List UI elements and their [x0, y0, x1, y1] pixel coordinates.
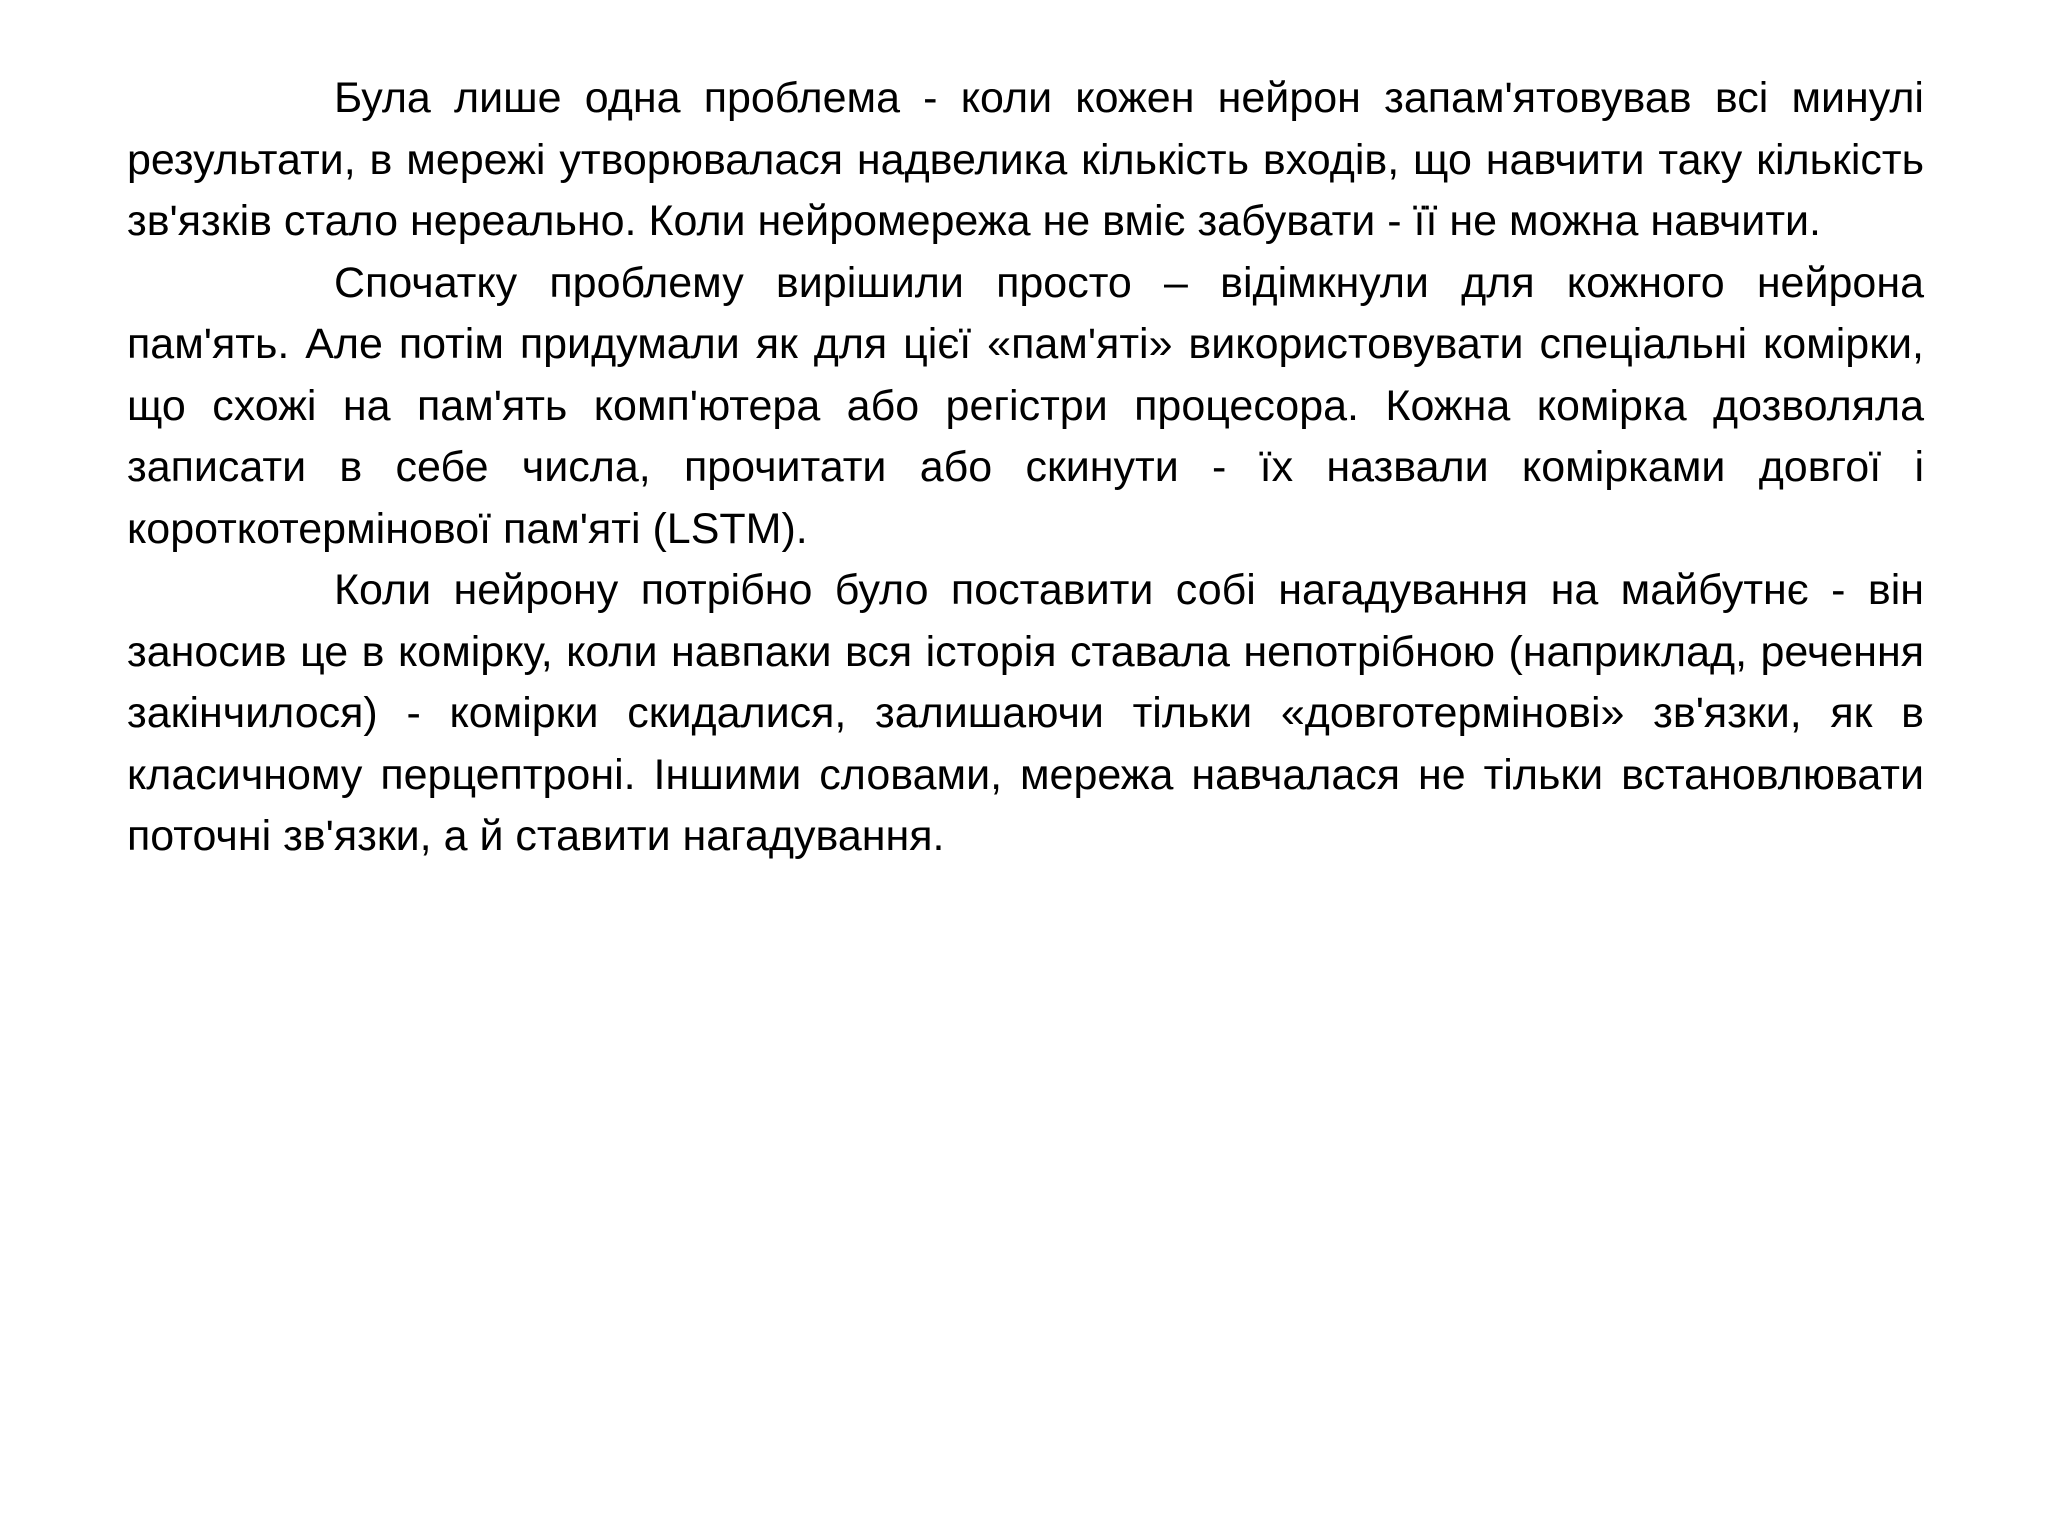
paragraph-reminders: Коли нейрону потрібно було поставити собі нагадування на майбутнє - він заносив це в комірку, коли навпаки вся історія ставала непотрібною (наприклад, речення закінчилося) - комірки скидалися, залишаючи тільки «довготермінові» зв'язки, як в класичному перцептроні. Іншими словами, мережа навчалася не тільки встановлювати поточні зв'язки, а й ставити нагадування.	[127, 566, 1924, 860]
paragraph-lstm-cells: Спочатку проблему вирішили просто – відімкнули для кожного нейрона пам'ять. Але потім придумали як для цієї «пам'яті» використовувати спеціальні комірки, що схожі на пам'ять комп'ютера або регістри процесора. Кожна комірка дозволяла записати в себе числа, прочитати або скинути - їх назвали комірками довгої і короткотермінової пам'яті (LSTM).	[127, 258, 1924, 553]
text-body	[127, 68, 1924, 868]
paragraph-forgetting-problem: Була лише одна проблема - коли кожен нейрон запам'ятовував всі минулі результати, в мережі утворювалася надвелика кількість входів, що навчити таку кількість зв'язків стало нереально. Коли нейромережа не вміє забувати - її не можна навчити.	[127, 74, 1924, 245]
